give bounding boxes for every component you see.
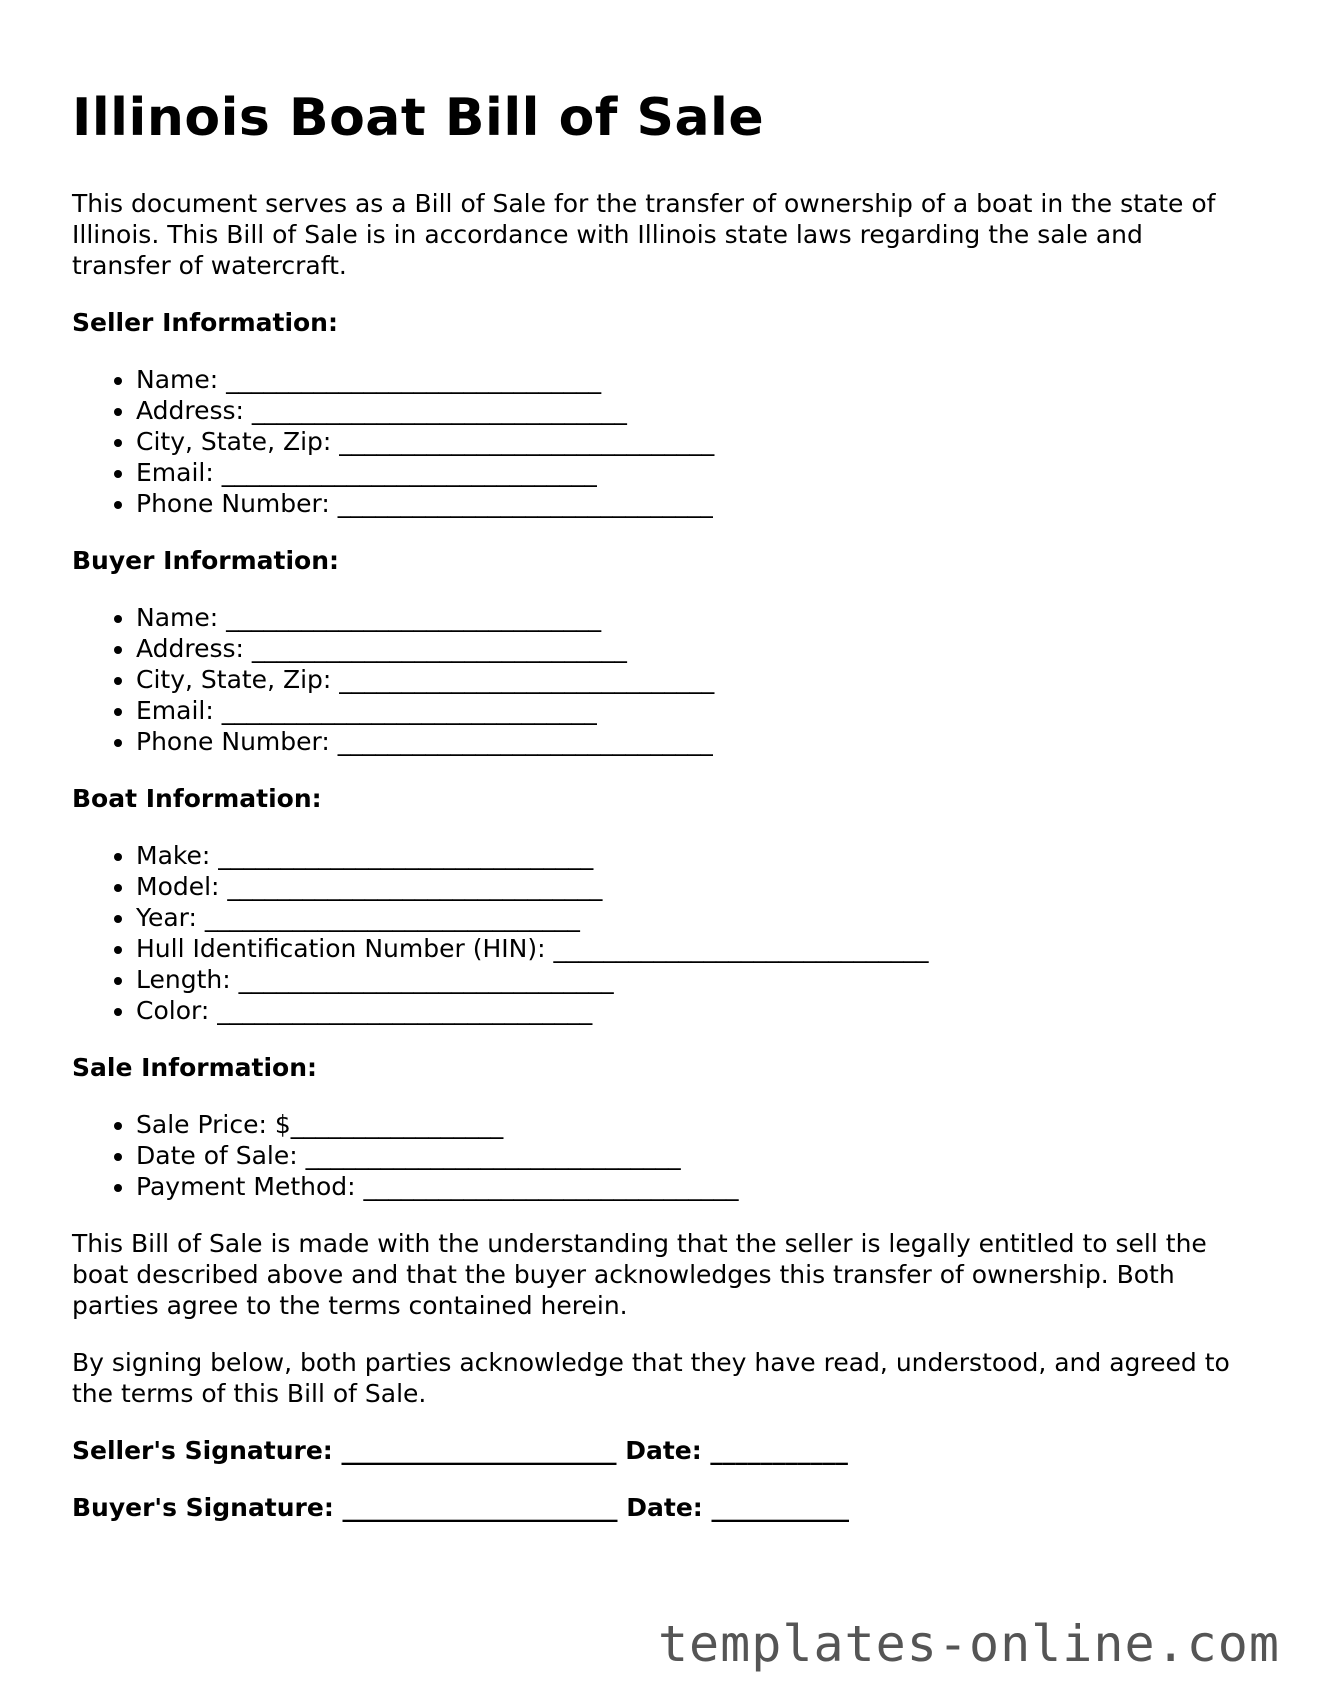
- buyer-phone-field: • Phone Number: ______________________________: [136, 726, 1248, 757]
- seller-name-field: • Name: ______________________________: [136, 364, 1248, 395]
- acknowledge-paragraph: By signing below, both parties acknowledge that they have read, understood, and agreed to the terms of this Bill of Sale.: [72, 1348, 1230, 1408]
- buyer-fields-list: [72, 602, 1248, 757]
- sale-date-field: • Date of Sale: ______________________________: [136, 1140, 1248, 1171]
- boat-length-field: • Length: ______________________________: [136, 964, 1248, 995]
- boat-heading: Boat Information:: [72, 784, 322, 813]
- seller-phone-field: • Phone Number: ______________________________: [136, 488, 1248, 519]
- sale-heading: Sale Information:: [72, 1053, 317, 1082]
- buyer-signature-line: Buyer's Signature: ______________________ Date: ___________: [72, 1493, 849, 1522]
- buyer-address-field: • Address: ______________________________: [136, 633, 1248, 664]
- seller-email-field: • Email: ______________________________: [136, 457, 1248, 488]
- understanding-paragraph: This Bill of Sale is made with the understanding that the seller is legally entitled to sell the boat described above and that the buyer acknowledges this transfer of ownership. Both parties agree to the terms contained herein.: [72, 1229, 1207, 1320]
- seller-heading: Seller Information:: [72, 308, 338, 337]
- page-title: Illinois Boat Bill of Sale: [72, 88, 765, 148]
- watermark: templates-online.com: [657, 1615, 1280, 1673]
- buyer-heading: Buyer Information:: [72, 546, 340, 575]
- buyer-email-field: • Email: ______________________________: [136, 695, 1248, 726]
- buyer-city-state-zip-field: • City, State, Zip: ______________________________: [136, 664, 1248, 695]
- boat-year-field: • Year: ______________________________: [136, 902, 1248, 933]
- intro-paragraph: This document serves as a Bill of Sale for the transfer of ownership of a boat in the state of Illinois. This Bill of Sale is in accordance with Illinois state laws regarding the sale and transfer of watercraft.: [72, 189, 1216, 280]
- seller-address-field: • Address: ______________________________: [136, 395, 1248, 426]
- seller-city-state-zip-field: • City, State, Zip: ______________________________: [136, 426, 1248, 457]
- document-page: [72, 88, 1248, 1523]
- boat-hin-field: • Hull Identification Number (HIN): ______________________________: [136, 933, 1248, 964]
- buyer-name-field: • Name: ______________________________: [136, 602, 1248, 633]
- sale-fields-list: [72, 1109, 1248, 1202]
- boat-color-field: • Color: ______________________________: [136, 995, 1248, 1026]
- seller-signature-line: Seller's Signature: ______________________ Date: ___________: [72, 1436, 848, 1465]
- boat-model-field: • Model: ______________________________: [136, 871, 1248, 902]
- sale-price-field: • Sale Price: $_________________: [136, 1109, 1248, 1140]
- payment-method-field: • Payment Method: ______________________________: [136, 1171, 1248, 1202]
- boat-fields-list: [72, 840, 1248, 1026]
- boat-make-field: • Make: ______________________________: [136, 840, 1248, 871]
- seller-fields-list: [72, 364, 1248, 519]
